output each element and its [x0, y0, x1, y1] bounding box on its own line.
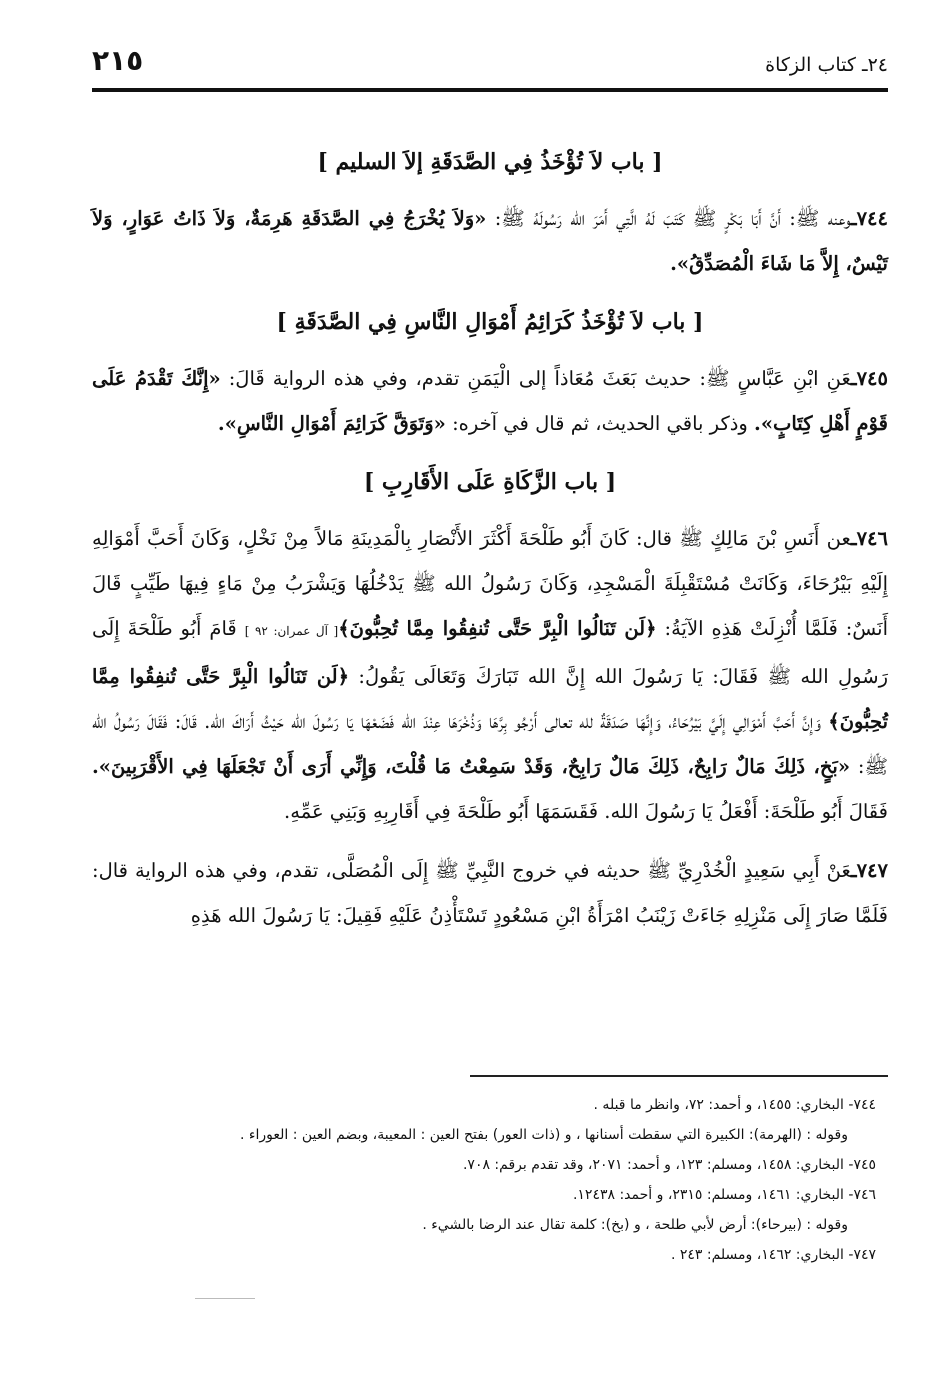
hadith-text: عَنْ أَبِي سَعِيدٍ الْخُدْرِيِّ ﷺ حديثه في خروج النَّبِيِّ ﷺ إِلَى الْمُصَلَّى، تقدم، وفي هذه الرواية قال: فَلَمَّا صَارَ إِلَى مَنْزِلِهِ جَاءَتْ زَيْنَبُ امْرَأَةُ ابْنِ مَسْعُودٍ تَسْتَأْذِنُ عَلَيْهِ فَقِيلَ: يَا رَسُولَ الله هَذِهِ [92, 859, 888, 927]
main-text [92, 140, 888, 952]
hadith-quote: «إِنَّكَ تَقْدَمُ عَلَى قَوْمٍ أَهْلِ كِتَابٍ». [92, 367, 888, 435]
hadith-746 [92, 516, 888, 834]
hadith-quote: «وَلاَ يُخْرَجُ فِي الصَّدَقَةِ هَرِمَةٌ، وَلاَ ذَاتُ عَوَارٍ، وَلاَ تَيْسٌ، إِلاَّ مَا شَاءَ الْمُصَدِّقُ». [92, 207, 888, 275]
hadith-744 [92, 196, 888, 286]
footnote: وقوله : (الهرمة): الكبيرة التي سقطت أسنانها ، و (ذات العور) بفتح العين : المعيبة، وبضم العين : العوراء . [239, 1127, 848, 1143]
footnote: ٧٤٦- البخاري: ١٤٦١، ومسلم: ٢٣١٥، و أحمد: ١٢٤٣٨. [572, 1187, 876, 1203]
chapter-heading: [ باب الزَّكَاةِ عَلَى الأَقَارِبِ ] [363, 469, 617, 495]
quran-verse: ﴿لَن تَنَالُوا الْبِرَّ حَتَّى تُنفِقُوا مِمَّا تُحِبُّونَ﴾ [338, 617, 657, 640]
chapter-heading: [ باب لاَ تُؤْخَذُ كَرَائِمُ أَمْوَالِ النَّاسِ فِي الصَّدَقَةِ ] [276, 309, 704, 335]
footnote: ٧٤٤- البخاري: ١٤٥٥، و أحمد: ٧٢، وانظر ما قبله . [593, 1097, 876, 1113]
hadith-number: ٧٤٧ـ [850, 859, 888, 882]
footnote: ٧٤٥- البخاري: ١٤٥٨، ومسلم: ١٢٣، و أحمد: ٢٠٧١، وقد تقدم برقم: ٧٠٨. [462, 1157, 876, 1173]
page-number: ٢١٥ [92, 44, 144, 77]
hadith-text: قَامَ أَبُو طَلْحَةَ إِلَى رَسُولِ الله ﷺ فَقَالَ: يَا رَسُولَ الله إِنَّ الله تَبَارَكَ وَتَعَالَى يَقُولُ: [92, 617, 888, 688]
header-rule [92, 88, 888, 92]
hadith-text: وعنه ﷺ: أَنَّ أَبَا بَكْرٍ ﷺ كَتَبَ لَهُ الَّتِي أَمَرَ الله رَسُولَهُ ﷺ: [486, 207, 851, 230]
hadith-quote: «وَتَوَقَّ كَرَائِمَ أَمْوَالِ النَّاسِ». [217, 412, 446, 435]
footnote-rule [470, 1075, 888, 1077]
hadith-number: ٧٤٦ـ [850, 527, 888, 550]
scan-mark [195, 1298, 255, 1299]
hadith-text: عن أَنَسِ بْنَ مَالِكٍ ﷺ قال: كَانَ أَبُو طَلْحَةَ أَكْثَرَ الأَنْصَارِ بِالْمَدِينَةِ مَالاً مِنْ نَخْلٍ، وَكَانَ أَحَبَّ أَمْوَالِهِ إِلَيْهِ بَيْرُحَاءَ، وَكَانَتْ مُسْتَقْبِلَةَ الْمَسْجِدِ، وَكَانَ رَسُولُ الله ﷺ يَدْخُلُهَا وَيَشْرَبُ مِنْ مَاءٍ فِيهَا طَيِّبٍ قَالَ أَنَسٌ: فَلَمَّا أُنْزِلَتْ هَذِهِ الآيَةُ: [92, 527, 889, 640]
chapter-heading: [ باب لاَ تُؤْخَذُ فِي الصَّدَقَةِ إلاَ السليم ] [317, 149, 663, 175]
verse-reference: [ آل عمران: ٩٢ ] [244, 624, 339, 638]
footnote: وقوله : (بيرحاء): أرض لأبي طلحة ، و (بخ): كلمة تقال عند الرضا بالشيء . [422, 1217, 848, 1233]
hadith-text: وَإِنَّ أَحَبَّ أَمْوَالِي إِلَيَّ بَيْرُحَاءُ، وَإِنَّهَا صَدَقَةٌ لله تعالى أَرْجُو بِرَّهَا وَذُخْرَهَا عِنْدَ الله فَضَعْهَا يَا رَسُولَ الله حَيْثُ أَرَاكَ الله. قَالَ: فَقَالَ رَسُولُ الله ﷺ: [92, 710, 889, 778]
hadith-745 [92, 356, 888, 446]
hadith-number: ٧٤٥ـ [850, 367, 888, 390]
footnotes [92, 1090, 888, 1270]
hadith-text: عَنِ ابْنِ عَبَّاسٍ ﷺ: حديث بَعَثَ مُعَاذاً إلى الْيَمَنِ تقدم، وفي هذه الرواية قَالَ: [220, 367, 851, 390]
footnote: ٧٤٧- البخاري: ١٤٦٢، ومسلم: ٢٤٣ . [670, 1247, 876, 1263]
hadith-number: ٧٤٤ـ [850, 207, 888, 230]
hadith-quote: «بَخٍ، ذَلِكَ مَالٌ رَابِحٌ، ذَلِكَ مَالٌ رَابِحٌ، وَقَدْ سَمِعْتُ مَا قُلْتَ، وَإِنِّي أَرَى أَنْ تَجْعَلَهَا فِي الأَقْرَبِينَ». [92, 755, 851, 778]
page-header [92, 42, 888, 88]
running-title: ٢٤ـ كتاب الزكاة [765, 54, 888, 76]
hadith-text: وذكر باقي الحديث، ثم قال في آخره: [445, 412, 755, 435]
quran-verse: ﴿لَن تَنَالُوا الْبِرَّ حَتَّى تُنفِقُوا مِمَّا تُحِبُّونَ﴾ [92, 665, 888, 733]
hadith-text: فَقَالَ أَبُو طَلْحَةَ: أَفْعَلُ يَا رَسُولَ الله. فَقَسَمَهَا أَبُو طَلْحَةَ فِي أَقَارِبِهِ وَبَنِي عَمِّهِ. [284, 800, 888, 823]
hadith-747 [92, 848, 888, 938]
